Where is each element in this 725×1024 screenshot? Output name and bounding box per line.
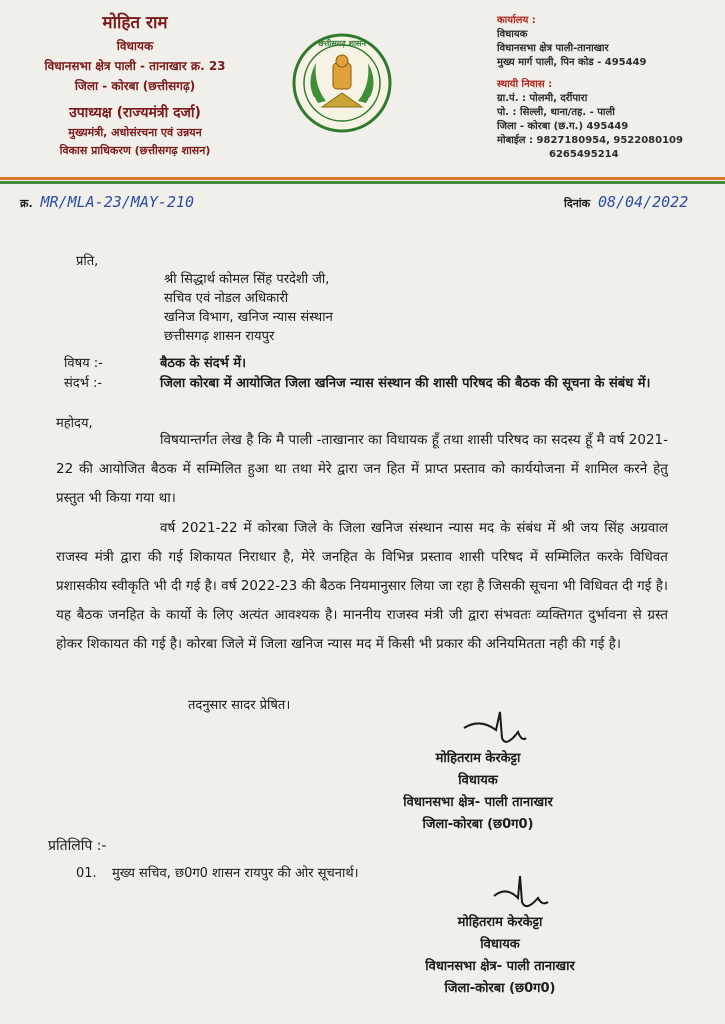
constituency: विधानसभा क्षेत्र पाली - तानाखार क्र. 23 (44, 59, 226, 73)
role-title: उपाध्यक्ष (राज्यमंत्री दर्जा) (69, 105, 201, 121)
office-line: मुख्य मार्ग पाली, पिन कोड - 495449 (497, 57, 647, 68)
residence-line: जिला - कोरबा (छ.ग.) 495449 (497, 121, 629, 132)
mla-name: मोहित राम (102, 13, 168, 33)
signatory-constituency: विधानसभा क्षेत्र- पाली तानाखार (425, 959, 575, 974)
office-line: विधायक (497, 29, 528, 40)
copy-label: प्रतिलिपि :- (48, 838, 107, 854)
copy-item-number: 01. (76, 866, 97, 881)
recipient-line: खनिज विभाग, खनिज न्यास संस्थान (164, 310, 333, 325)
recipient-line: छत्तीसगढ़ शासन रायपुर (164, 329, 275, 344)
letterhead-left (0, 10, 270, 160)
signatory-district: जिला-कोरबा (छ0ग0) (444, 981, 556, 996)
copy-item-text: मुख्य सचिव, छ0ग0 शासन रायपुर की ओर सूचनार्थ। (112, 866, 359, 881)
reference-label: क्र. (20, 197, 33, 210)
signatory-constituency: विधानसभा क्षेत्र- पाली तानाखार (403, 795, 553, 810)
recipient-line: सचिव एवं नोडल अधिकारी (164, 291, 289, 306)
recipient-line: श्री सिद्धार्थ कोमल सिंह परदेशी जी, (164, 272, 330, 287)
saffron-rule (0, 177, 725, 180)
role-line-2: मुख्यमंत्री, अधोसंरचना एवं उन्नयन (68, 126, 202, 139)
signature-mark (460, 708, 540, 752)
office-line: विधानसभा क्षेत्र पाली-तानाखार (497, 43, 609, 54)
salutation: महोदय, (56, 416, 93, 431)
signatory-name: मोहितराम केरकेट्टा (457, 915, 543, 930)
office-label: कार्यालय : (497, 15, 536, 26)
green-rule (0, 181, 725, 184)
residence-line: ग्रा.पं. : पोलमी, दर्रीपारा (497, 93, 588, 104)
residence-label: स्थायी निवास : (497, 79, 553, 90)
closing-line: तदनुसार सादर प्रेषित। (188, 698, 291, 713)
state-emblem-logo (292, 33, 392, 133)
residence-line: 6265495214 (549, 149, 619, 160)
signatory-name: मोहितराम केरकेट्टा (435, 751, 521, 766)
reference-value: MR/MLA-23/MAY-210 (40, 193, 195, 211)
reference-number (20, 193, 194, 211)
signature-block-copy (400, 912, 600, 1000)
district: जिला - कोरबा (छत्तीसगढ़) (74, 79, 196, 93)
reference-subject-text: जिला कोरबा में आयोजित जिला खनिज न्यास संस्थान की शासी परिषद की बैठक की सूचना के संबंध में। (160, 376, 651, 391)
emblem-text: छत्तीसगढ़ शासन (318, 39, 366, 48)
signature-mark (490, 872, 570, 916)
mla-designation: विधायक (116, 39, 154, 53)
signature-block (378, 748, 578, 836)
subject-label: विषय :- (64, 356, 103, 371)
subject-text: बैठक के संदर्भ में। (160, 356, 247, 371)
paragraph: वर्ष 2021-22 में कोरबा जिले के जिला खनिज संस्थान न्यास मद के संबंध में श्री जय सिंह अग्रवाल राजस्व मंत्री द्वारा की गई शिकायत निराधार है, मेरे जनहित के विभिन्न प्रस्ताव शासी परिषद में सम्मिलित करके विधिवत प्रशासकीय स्वीकृति भी दी गई है। वर्ष 2022-23 की बैठक नियमानुसार लिया जा रहा है जिसकी सूचना भी विधिवत दी गई है। यह बैठक जनहित के कार्यो के लिए अत्यंत आवश्यक है। माननीय राजस्व मंत्री जी द्वारा संभवतः व्यक्तिगत दुर्भावना से ग्रस्त होकर शिकायत की गई है। कोरबा जिले में जिला खनिज न्यास मद में किसी भी प्रकार की अनियमितता नही की गई है। (56, 520, 668, 652)
role-line-3: विकास प्राधिकरण (छत्तीसगढ़ शासन) (59, 144, 211, 157)
residence-line: मोबाईल : 9827180954, 9522080109 (497, 135, 683, 146)
recipient-block (164, 270, 333, 346)
reference-subject-label: संदर्भ :- (64, 376, 103, 391)
letterhead-right (497, 14, 719, 162)
letter-date (564, 193, 688, 211)
recipient-prefix: प्रति, (76, 254, 99, 269)
paragraph: विषयान्तर्गत लेख है कि मै पाली -ताखानार का विधायक हूँ तथा शासी परिषद का सदस्य हूँ मै वर्ष 2021-22 की आयोजित बैठक में सम्मिलित हुआ था तथा मेरे द्वारा जन हित में प्राप्त प्रस्ताव को कार्ययोजना में शामिल करने हेतु प्रस्तुत भी किया गया था। (56, 432, 668, 506)
date-value: 08/04/2022 (597, 193, 689, 211)
residence-line: पो. : सिल्ली, थाना/तह. - पाली (497, 107, 615, 118)
signatory-title: विधायक (458, 773, 498, 788)
signatory-district: जिला-कोरबा (छ0ग0) (422, 817, 534, 832)
signatory-title: विधायक (480, 937, 520, 952)
date-label: दिनांक (564, 197, 591, 210)
